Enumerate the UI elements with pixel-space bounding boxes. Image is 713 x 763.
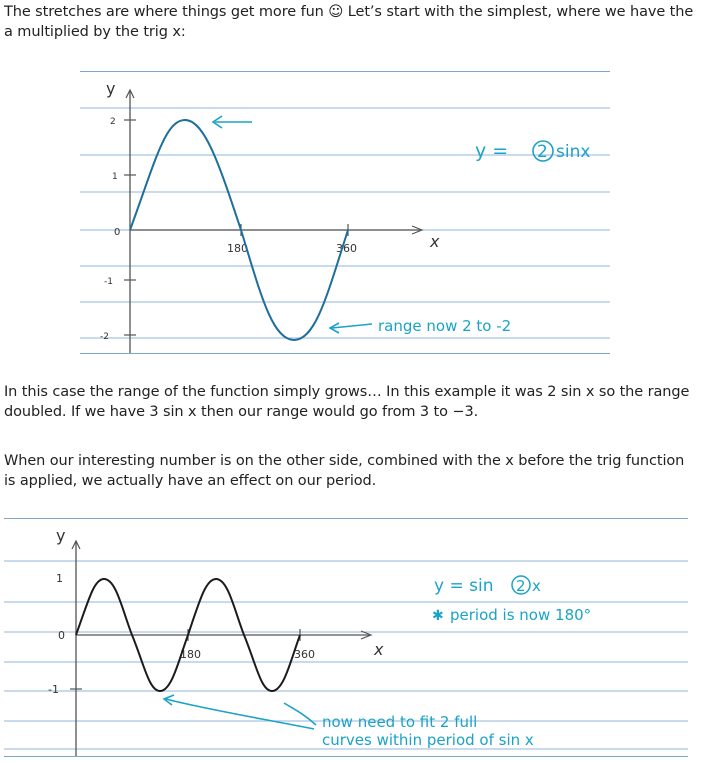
y-tick-2: 2 <box>110 117 116 127</box>
x-tick-360: 360 <box>336 242 357 255</box>
range-paragraph <box>4 382 709 422</box>
period-line-1: When our interesting number is on the other side, combined with the x before the trig function <box>4 453 685 469</box>
y-tick-0: 0 <box>114 227 121 238</box>
equation-rest: sinx <box>556 142 591 162</box>
y-tick-0-b: 0 <box>58 629 65 642</box>
x-axis-label: x <box>430 232 440 251</box>
equation-text-2: y = sin <box>434 576 494 596</box>
period-note: period is now 180° <box>450 606 592 624</box>
equation-coefficient-2: 2 <box>516 577 526 595</box>
equation-text: y = <box>475 140 509 162</box>
equation-coefficient: 2 <box>537 142 548 162</box>
figure-sin2x-graph <box>4 518 688 757</box>
x-tick-360-b: 360 <box>294 648 315 661</box>
figure-2sinx-graph <box>80 71 610 354</box>
range-line-1: In this case the range of the function simply grows… In this example it was 2 sin x so the range <box>4 384 690 400</box>
x-axis-label-2: x <box>374 640 384 659</box>
note-line-1: now need to fit 2 full <box>322 713 478 731</box>
y-tick-minus-1-b: -1 <box>48 683 59 696</box>
note-line-2: curves within period of sin x <box>322 731 534 749</box>
y-axis-label-2: y <box>56 526 66 545</box>
y-tick-1-b: 1 <box>56 572 63 585</box>
intro-paragraph <box>4 2 709 42</box>
ruled-lines <box>80 108 610 338</box>
intro-line-2: a multiplied by the trig x: <box>4 24 186 40</box>
range-note: range now 2 to -2 <box>378 317 512 335</box>
note-arrows <box>164 695 316 729</box>
intro-line-1: The stretches are where things get more fun ☺ Let’s start with the simplest, where we have the <box>4 4 694 20</box>
y-tick-minus-1: -1 <box>104 277 113 287</box>
min-arrow <box>330 323 372 333</box>
graph-2-svg <box>4 519 688 756</box>
y-tick-1: 1 <box>112 172 118 182</box>
equation-rest-2: x <box>532 577 541 595</box>
star-icon: ✱ <box>432 608 444 624</box>
period-line-2: is applied, we actually have an effect on our period. <box>4 473 377 489</box>
y-tick-minus-2: -2 <box>100 332 109 342</box>
x-tick-180: 180 <box>227 242 248 255</box>
range-line-2: doubled. If we have 3 sin x then our range would go from 3 to −3. <box>4 404 479 420</box>
x-tick-180-b: 180 <box>180 648 201 661</box>
graph-1-svg <box>80 72 610 353</box>
period-paragraph <box>4 451 709 491</box>
max-arrow <box>213 116 252 128</box>
y-axis-label: y <box>106 79 116 98</box>
